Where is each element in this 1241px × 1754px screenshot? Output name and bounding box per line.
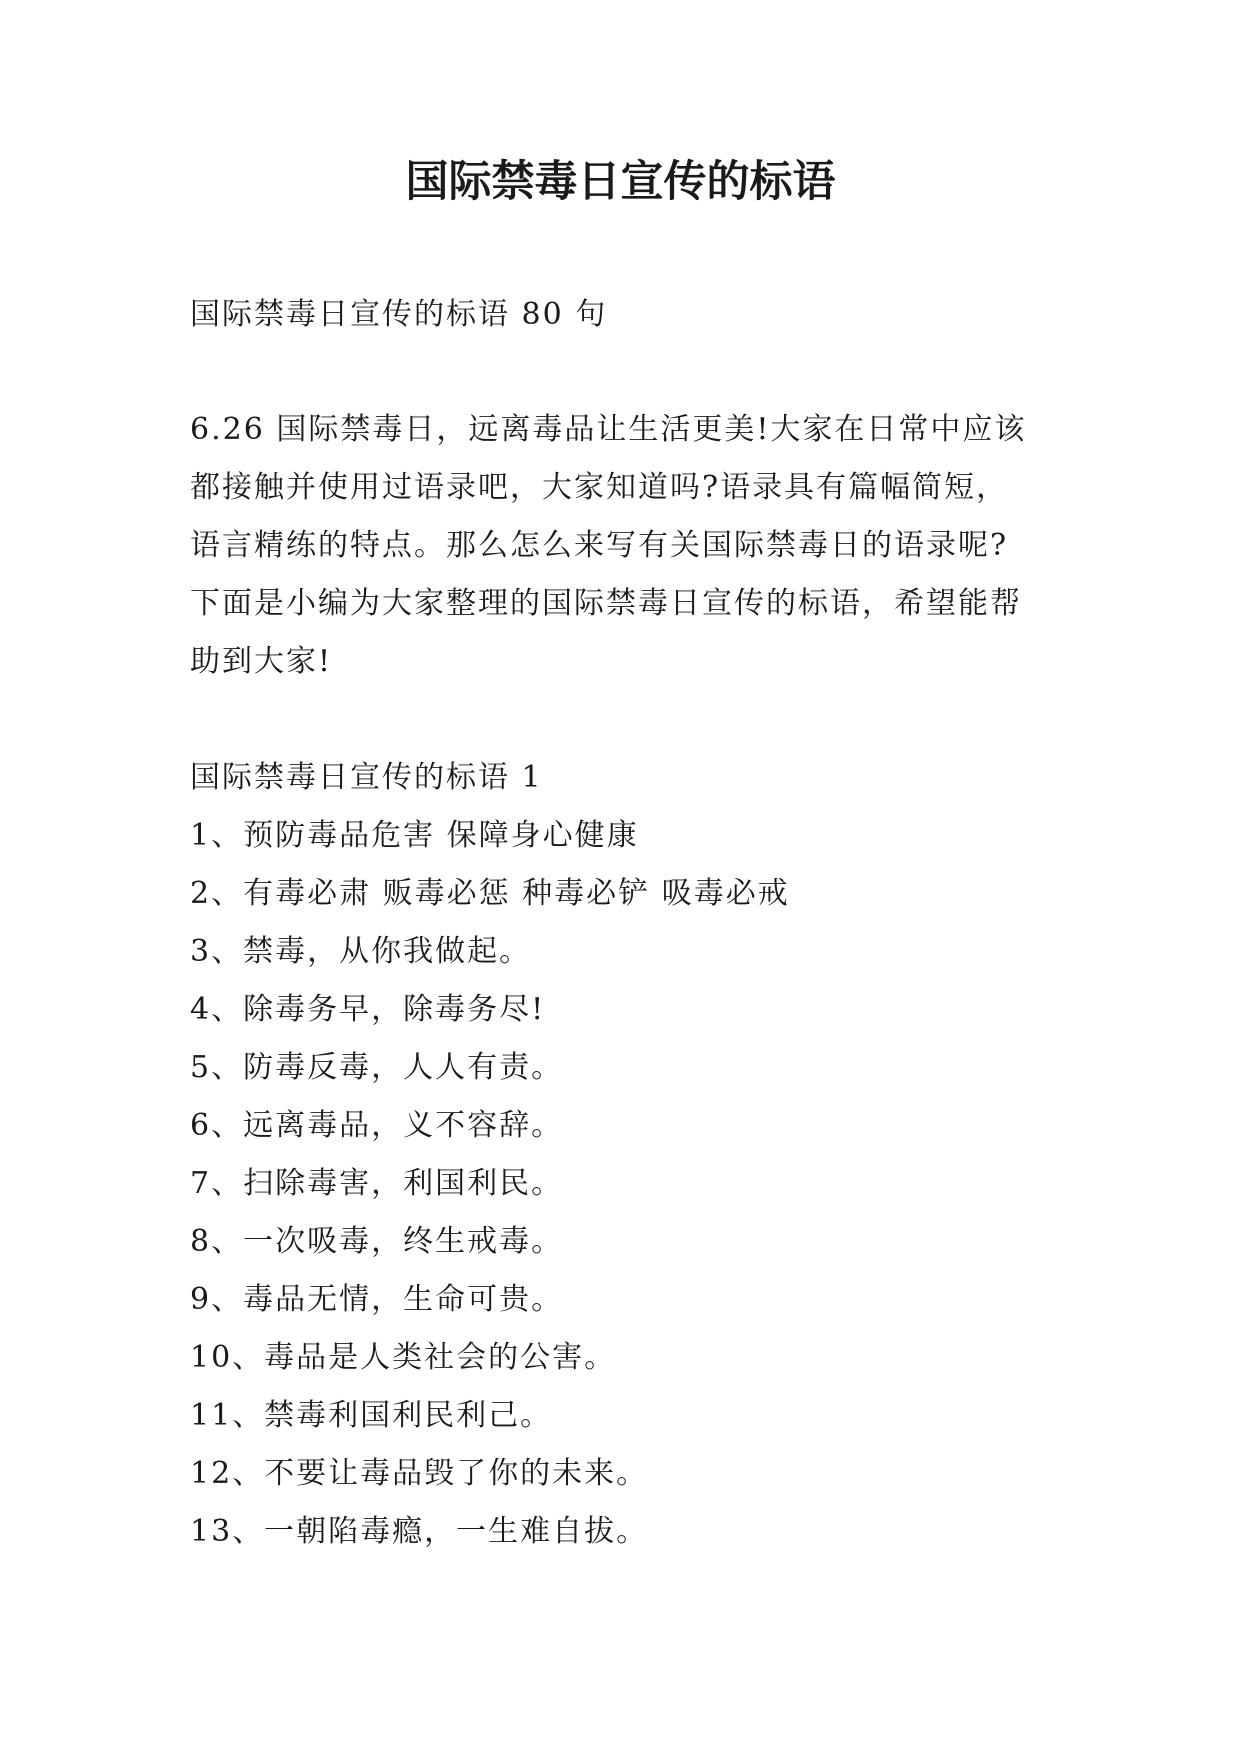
slogan-item: 12、不要让毒品毁了你的未来。 (190, 1456, 649, 1491)
intro-line: 都接触并使用过语录吧，大家知道吗?语录具有篇幅简短， (190, 470, 1009, 505)
slogan-item: 4、除毒务早，除毒务尽! (190, 992, 546, 1027)
section-heading: 国际禁毒日宣传的标语 1 (190, 760, 543, 795)
slogan-item: 8、一次吸毒，终生戒毒。 (190, 1224, 564, 1259)
slogan-item: 13、一朝陷毒瘾，一生难自拔。 (190, 1514, 649, 1549)
intro-line: 下面是小编为大家整理的国际禁毒日宣传的标语，希望能帮 (190, 586, 1022, 621)
slogan-item: 3、禁毒，从你我做起。 (190, 934, 532, 969)
slogan-item: 2、有毒必肃 贩毒必惩 种毒必铲 吸毒必戒 (190, 876, 790, 911)
slogan-item: 6、远离毒品，义不容辞。 (190, 1108, 564, 1143)
slogan-item: 9、毒品无情，生命可贵。 (190, 1282, 564, 1317)
document-title: 国际禁毒日宣传的标语 (405, 157, 836, 207)
slogan-item: 10、毒品是人类社会的公害。 (190, 1340, 617, 1375)
intro-line: 6.26 国际禁毒日，远离毒品让生活更美!大家在日常中应该 (190, 412, 1027, 447)
intro-line: 语言精练的特点。那么怎么来写有关国际禁毒日的语录呢? (190, 528, 1009, 563)
slogan-item: 5、防毒反毒，人人有责。 (190, 1050, 564, 1085)
slogan-item: 7、扫除毒害，利国利民。 (190, 1166, 564, 1201)
document-subtitle: 国际禁毒日宣传的标语 80 句 (190, 297, 608, 332)
intro-line: 助到大家! (190, 644, 333, 679)
slogan-item: 11、禁毒利国利民利己。 (190, 1398, 553, 1433)
slogan-item: 1、预防毒品危害 保障身心健康 (190, 818, 639, 853)
